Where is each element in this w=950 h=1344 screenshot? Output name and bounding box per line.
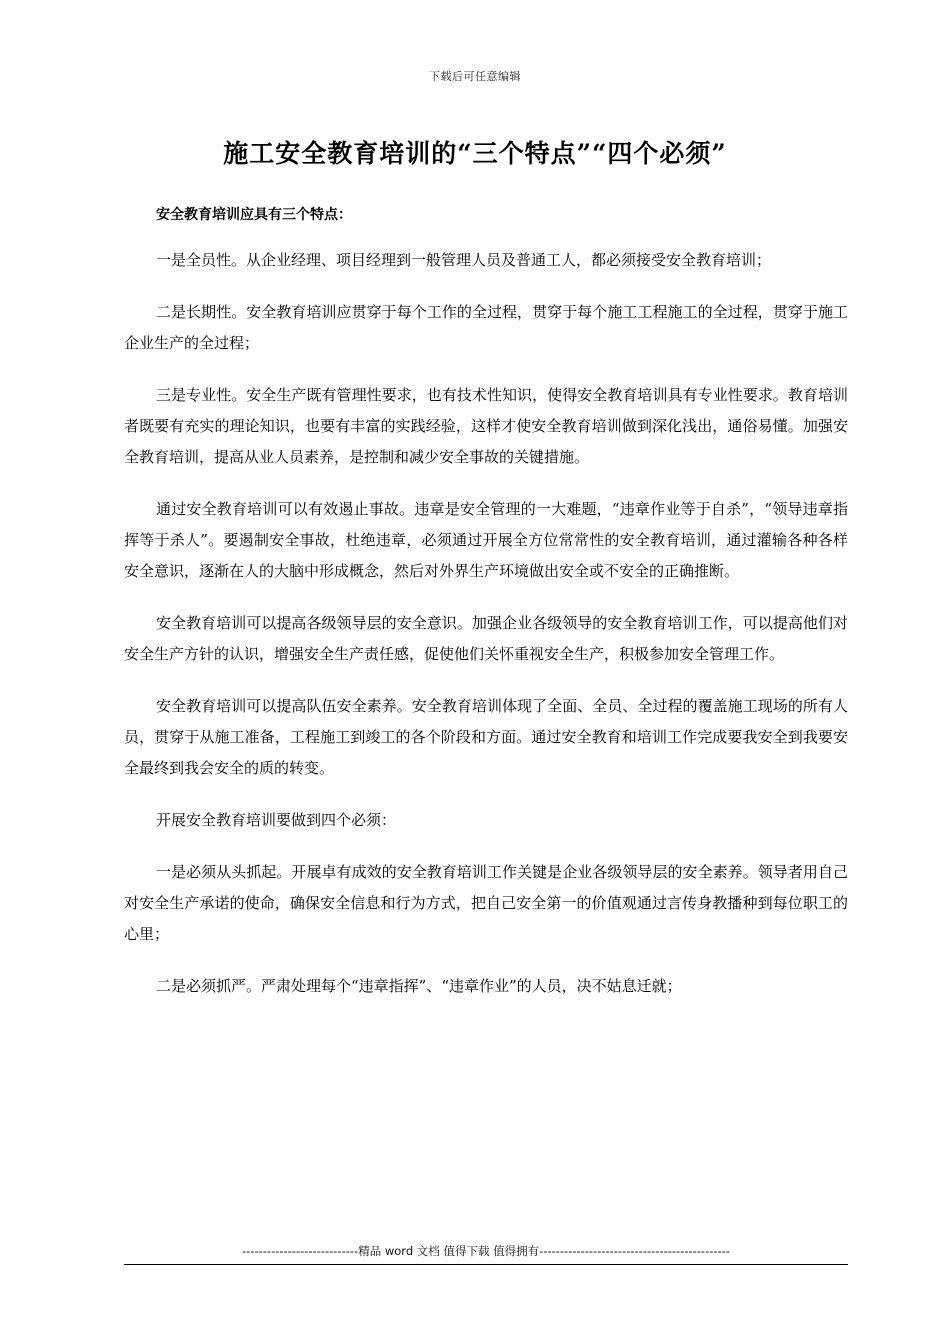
paragraph-universality: 一是全员性。从企业经理、项目经理到一般管理人员及普通工人，都必须接受安全教育培训； <box>156 251 772 269</box>
paragraph-team-quality: 安全教育培训可以提高队伍安全素养。安全教育培训体现了全面、全员、全过程的覆盖施工现场的所有人员，贯穿于从施工准备，工程施工到竣工的各个阶段和方面。通过安全教育和培训工作完成要我安全到我要安全最终到我会安全的质的转变。 <box>124 697 848 777</box>
document-body <box>124 200 848 1023</box>
paragraph-professional: 三是专业性。安全生产既有管理性要求，也有技术性知识，使得安全教育培训具有专业性要求。教育培训者既要有充实的理论知识，也要有丰富的实践经验，这样才使安全教育培训做到深化浅出，通俗易懂。加强安全教育培训，提高从业人员素养，是控制和减少安全事故的关键措施。 <box>124 386 848 466</box>
paragraph-be-strict: 二是必须抓严。严肃处理每个“违章指挥”、“违章作业”的人员，决不姑息迁就； <box>156 977 682 995</box>
paragraph-leadership-awareness: 安全教育培训可以提高各级领导层的安全意识。加强企业各级领导的安全教育培训工作，可以提高他们对安全生产方针的认识，增强安全生产责任感，促使他们关怀重视安全生产，积极参加安全管理工作。 <box>124 614 848 663</box>
paragraph-long-term: 二是长期性。安全教育培训应贯穿于每个工作的全过程，贯穿于每个施工工程施工的全过程，贯穿于施工企业生产的全过程； <box>124 303 848 352</box>
footer-note: ----------------------------精品 word 文档 值得下载 值得拥有---------------------------------------------- <box>242 1244 730 1258</box>
footer-divider <box>124 1264 848 1265</box>
section-heading-three-features: 安全教育培训应具有三个特点： <box>156 207 352 223</box>
paragraph-prevent-accidents: 通过安全教育培训可以有效遏止事故。违章是安全管理的一大难题，“违章作业等于自杀”，“领导违章指挥等于杀人”。要遏制安全事故，杜绝违章，必须通过开展全方位常常性的安全教育培训，通过灌输各种各样安全意识，逐渐在人的大脑中形成概念，然后对外界生产环境做出安全或不安全的正确推断。 <box>124 500 848 580</box>
document-title: 施工安全教育培训的“三个特点”“四个必须” <box>223 139 727 168</box>
paragraph-start-from-top: 一是必须从头抓起。开展卓有成效的安全教育培训工作关键是企业各级领导层的安全素养。领导者用自己对安全生产承诺的使命，确保安全信息和行为方式，把自己安全第一的价值观通过言传身教播种到每位职工的心里； <box>124 863 848 943</box>
section-heading-four-musts: 开展安全教育培训要做到四个必须： <box>156 811 397 829</box>
header-note: 下载后可任意编辑 <box>429 70 521 83</box>
